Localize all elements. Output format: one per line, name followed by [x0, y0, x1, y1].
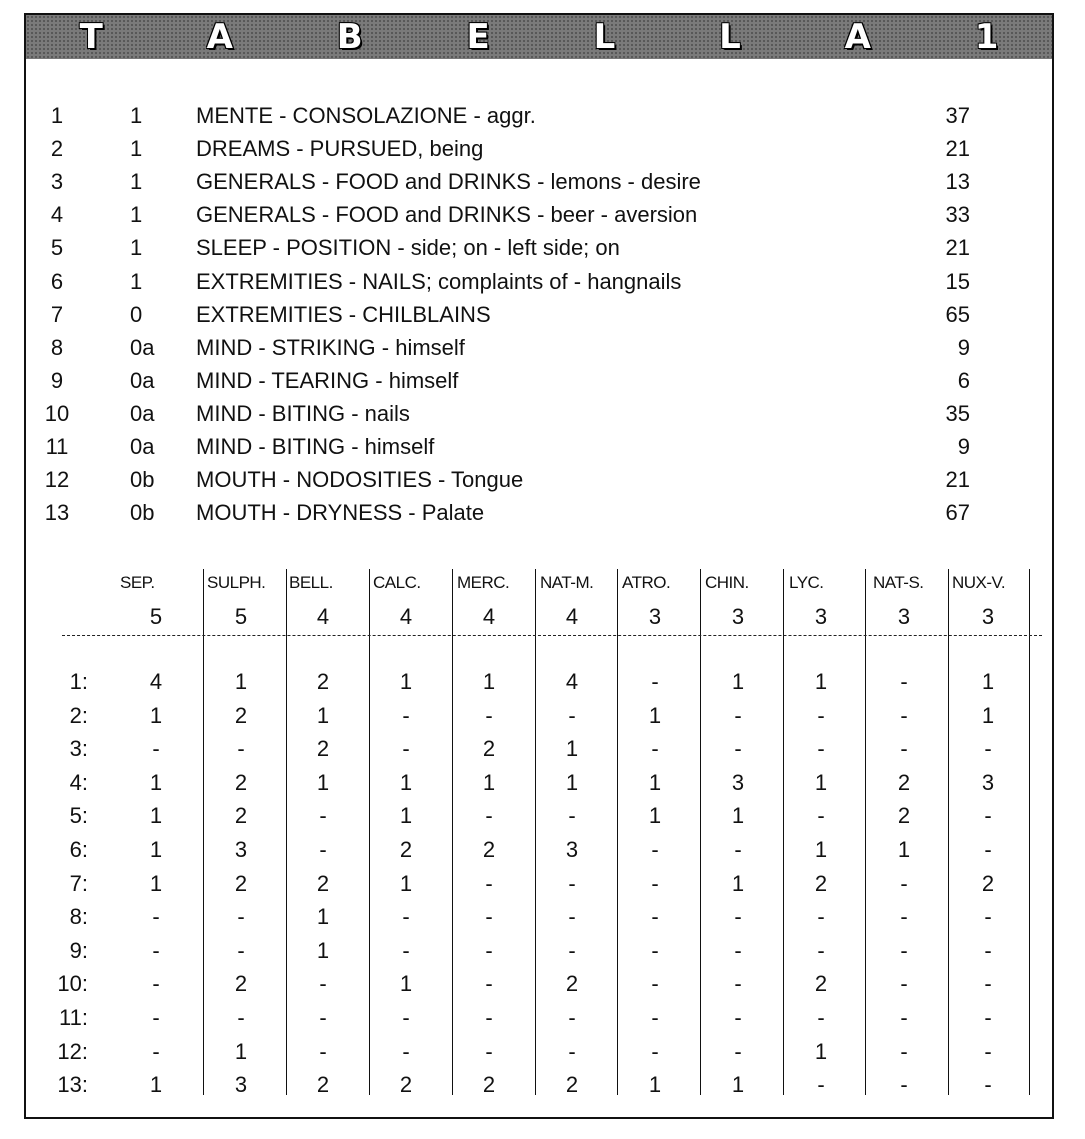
grid-cell: 1: [316, 769, 330, 795]
grid-cell: -: [734, 971, 742, 997]
rubric-text: MIND - BITING - himself: [196, 434, 435, 459]
grid-cell: 1: [234, 669, 248, 694]
grid-row-label: 2:: [69, 702, 88, 728]
grid-cell: 2: [316, 870, 330, 896]
rubric-number: 1: [50, 103, 64, 128]
grid-row: [26, 833, 1052, 866]
rubric-row: [26, 463, 1052, 496]
grid-cell: 1: [399, 803, 413, 829]
grid-cell: -: [402, 736, 410, 762]
grid-row-label: 4:: [69, 769, 88, 795]
grid-cell: 1: [731, 803, 745, 829]
grid-cell: 1: [316, 702, 330, 728]
grid-cell: -: [651, 1005, 659, 1030]
rubric-row: [26, 132, 1052, 165]
grid-cell: -: [900, 937, 908, 963]
rubric-row: [26, 198, 1052, 231]
grid-cell: -: [651, 669, 659, 694]
grid-cell: -: [984, 736, 992, 762]
grid-cell: -: [485, 702, 493, 728]
rubric-number: 6: [50, 268, 64, 294]
table-frame: [24, 13, 1054, 1119]
grid-cell: 1: [897, 837, 911, 862]
grid-cell: -: [152, 1005, 160, 1030]
grid-cell: 1: [981, 702, 995, 728]
remedy-name: LYC.: [789, 573, 824, 592]
grid-cell: -: [402, 1005, 410, 1030]
grid-cell: 2: [316, 736, 330, 762]
grid-cell: -: [817, 803, 825, 829]
remedy-name: ATRO.: [622, 573, 671, 592]
grid-cell: 1: [648, 769, 662, 795]
grid-cell: 2: [234, 769, 248, 795]
grid-cell: 1: [648, 803, 662, 829]
grid-cell: 2: [234, 803, 248, 829]
grid-cell: 1: [234, 1038, 248, 1064]
grid-cell: -: [485, 904, 493, 930]
grid-cell: -: [152, 937, 160, 963]
grid-cell: -: [319, 803, 327, 829]
grid-row: [26, 867, 1052, 900]
grid-cell: -: [485, 937, 493, 963]
grid-row-label: 5:: [69, 803, 88, 829]
grid-cell: 1: [316, 904, 330, 930]
rubric-grade: 1: [130, 202, 143, 228]
rubric-row: [26, 496, 1052, 529]
rubric-text: MIND - BITING - nails: [196, 400, 410, 426]
rubric-count: 9: [957, 334, 970, 360]
rubric-text: EXTREMITIES - CHILBLAINS: [196, 301, 491, 327]
grid-cell: -: [984, 937, 992, 963]
grid-row: [26, 934, 1052, 967]
grid-cell: 2: [399, 1072, 413, 1098]
grid-cell: 2: [565, 1072, 579, 1098]
rubric-count: 67: [945, 500, 970, 526]
remedy-total: 3: [981, 604, 995, 629]
grid-row-label: 7:: [69, 870, 88, 896]
grid-row-label: 13:: [57, 1072, 88, 1098]
grid-cell: -: [485, 870, 493, 896]
rubric-grade: 0b: [130, 500, 155, 526]
grid-cell: 1: [399, 870, 413, 896]
grid-cell: -: [984, 1005, 992, 1030]
rubric-number: 5: [50, 235, 64, 261]
grid-cell: -: [900, 904, 908, 930]
grid-cell: -: [568, 803, 576, 829]
grid-cell: 1: [565, 769, 579, 795]
rubric-number: 12: [44, 467, 70, 493]
remedy-name: CHIN.: [705, 573, 749, 592]
grid-cell: -: [319, 1038, 327, 1064]
grid-cell: -: [817, 736, 825, 762]
grid-cell: -: [651, 736, 659, 762]
grid-row: [26, 799, 1052, 832]
rubric-row: [26, 99, 1052, 132]
rubric-count: 13: [945, 169, 970, 195]
grid-cell: -: [402, 937, 410, 963]
grid-cell: -: [402, 702, 410, 728]
grid-cell: 1: [565, 736, 579, 762]
grid-cell: 3: [981, 769, 995, 795]
grid-cell: 2: [234, 971, 248, 997]
rubric-count: 6: [957, 367, 970, 393]
grid-cell: -: [817, 937, 825, 963]
rubric-number: 2: [50, 136, 64, 162]
rubric-row: [26, 364, 1052, 397]
remedy-name: CALC.: [373, 573, 421, 592]
grid-cell: -: [485, 1038, 493, 1064]
grid-row-label: 3:: [69, 736, 88, 762]
remedy-total: 5: [234, 604, 248, 629]
grid-cell: 2: [565, 971, 579, 997]
rubric-number: 10: [44, 400, 70, 426]
rubric-number: 4: [50, 202, 64, 228]
page-title: T A B E L L A 1: [79, 17, 1045, 57]
grid-row: [26, 665, 1052, 698]
grid-cell: 1: [814, 769, 828, 795]
grid-cell: 1: [149, 803, 163, 829]
rubric-row: [26, 298, 1052, 331]
grid-cell: -: [984, 1072, 992, 1098]
rubric-number: 13: [44, 500, 70, 526]
rubric-grade: 1: [130, 235, 143, 261]
grid-row: [26, 1068, 1052, 1101]
grid-cell: -: [817, 1005, 825, 1030]
grid-cell: -: [817, 1072, 825, 1098]
rubric-grade: 0b: [130, 467, 155, 493]
grid-cell: -: [485, 1005, 493, 1030]
remedy-total: 3: [731, 604, 745, 629]
rubric-number: 11: [45, 434, 69, 459]
remedy-name: SEP.: [120, 573, 155, 592]
grid-cell: 1: [648, 702, 662, 728]
grid-cell: -: [734, 904, 742, 930]
grid-cell: -: [900, 1072, 908, 1098]
grid-cell: -: [900, 1005, 908, 1030]
grid-cell: 1: [399, 769, 413, 795]
grid-cell: -: [734, 736, 742, 762]
rubric-number: 9: [50, 367, 64, 393]
grid-cell: -: [651, 1038, 659, 1064]
grid-cell: 2: [897, 769, 911, 795]
grid-cell: 3: [565, 837, 579, 862]
grid-cell: -: [984, 803, 992, 829]
grid-cell: 1: [814, 669, 828, 694]
rubric-number: 3: [50, 169, 64, 195]
grid-cell: -: [651, 837, 659, 862]
grid-cell: -: [568, 1038, 576, 1064]
grid-cell: 2: [482, 837, 496, 862]
grid-row-label: 6:: [69, 837, 88, 862]
grid-cell: -: [734, 1038, 742, 1064]
grid-cell: 1: [316, 937, 330, 963]
grid-cell: 1: [648, 1072, 662, 1098]
rubric-row: [26, 430, 1052, 463]
remedy-name: BELL.: [289, 573, 333, 592]
grid-cell: 3: [731, 769, 745, 795]
rubric-count: 35: [945, 400, 970, 426]
grid-cell: -: [900, 1038, 908, 1064]
grid-row-label: 11:: [59, 1005, 88, 1030]
grid-cell: -: [319, 1005, 327, 1030]
grid-cell: 4: [565, 669, 579, 694]
grid-row-label: 8:: [69, 904, 88, 930]
grid-cell: -: [651, 870, 659, 896]
title-banner: [26, 15, 1052, 59]
rubric-grade: 0a: [130, 367, 155, 393]
grid-row: [26, 967, 1052, 1000]
grid-row: [26, 732, 1052, 765]
grid-cell: -: [651, 971, 659, 997]
grid-cell: -: [237, 937, 245, 963]
grid-cell: 2: [234, 702, 248, 728]
grid-cell: 1: [731, 669, 745, 694]
grid-cell: 1: [149, 870, 163, 896]
rubric-count: 65: [945, 301, 970, 327]
grid-row: [26, 900, 1052, 933]
rubric-text: SLEEP - POSITION - side; on - left side; on: [196, 235, 620, 261]
rubric-text: MENTE - CONSOLAZIONE - aggr.: [196, 103, 536, 128]
grid-row: [26, 1001, 1052, 1034]
grid-cell: -: [900, 702, 908, 728]
rubric-count: 37: [945, 103, 970, 128]
grid-cell: 1: [149, 702, 163, 728]
grid-cell: -: [152, 1038, 160, 1064]
rubric-row: [26, 397, 1052, 430]
grid-cell: -: [319, 971, 327, 997]
grid-cell: 1: [981, 669, 995, 694]
grid-cell: 4: [149, 669, 163, 694]
grid-cell: 2: [981, 870, 995, 896]
rubric-count: 21: [945, 235, 970, 261]
grid-cell: 1: [814, 1038, 828, 1064]
grid-cell: 2: [482, 1072, 496, 1098]
rubric-count: 15: [945, 268, 970, 294]
grid-cell: 1: [399, 669, 413, 694]
grid-cell: 2: [814, 870, 828, 896]
grid-cell: 2: [399, 837, 413, 862]
remedy-total: 3: [897, 604, 911, 629]
grid-row: [26, 766, 1052, 799]
rubric-grade: 0a: [130, 434, 155, 459]
grid-cell: 2: [482, 736, 496, 762]
grid-cell: 2: [316, 1072, 330, 1098]
grid-cell: -: [152, 904, 160, 930]
remedy-total: 3: [814, 604, 828, 629]
grid-cell: -: [568, 937, 576, 963]
grid-row-label: 12:: [57, 1038, 88, 1064]
grid-cell: -: [568, 904, 576, 930]
grid-cell: 1: [482, 669, 496, 694]
grid-cell: 1: [814, 837, 828, 862]
rubric-row: [26, 265, 1052, 298]
grid-cell: -: [568, 870, 576, 896]
remedy-total: 3: [648, 604, 662, 629]
rubric-text: MIND - TEARING - himself: [196, 367, 459, 393]
remedy-name: MERC.: [457, 573, 510, 592]
rubric-text: MIND - STRIKING - himself: [196, 334, 465, 360]
grid-cell: -: [319, 837, 327, 862]
remedy-name: SULPH.: [207, 573, 266, 592]
rubric-grade: 1: [130, 136, 143, 162]
rubric-number: 7: [50, 301, 64, 327]
rubric-row: [26, 231, 1052, 264]
grid-cell: -: [734, 837, 742, 862]
rubric-text: GENERALS - FOOD and DRINKS - beer - aversion: [196, 202, 698, 228]
grid-cell: -: [152, 971, 160, 997]
rubric-row: [26, 331, 1052, 364]
grid-cell: 1: [482, 769, 496, 795]
grid-cell: -: [734, 937, 742, 963]
rubric-text: MOUTH - DRYNESS - Palate: [196, 500, 485, 526]
rubric-grade: 1: [130, 103, 143, 128]
grid-cell: -: [900, 971, 908, 997]
grid-cell: 1: [731, 870, 745, 896]
rubric-grade: 0a: [130, 400, 155, 426]
grid-cell: 3: [234, 837, 248, 862]
grid-cell: 3: [234, 1072, 248, 1098]
grid-cell: -: [485, 971, 493, 997]
grid-cell: -: [651, 937, 659, 963]
grid-row-label: 1:: [69, 669, 88, 694]
grid-cell: -: [402, 1038, 410, 1064]
rubric-row: [26, 165, 1052, 198]
grid-row-label: 9:: [69, 937, 88, 963]
grid-cell: 2: [234, 870, 248, 896]
grid-cell: -: [568, 702, 576, 728]
rubric-count: 33: [945, 202, 970, 228]
grid-row: [26, 1035, 1052, 1068]
header-divider: [62, 635, 1042, 636]
remedy-name: NAT-M.: [540, 573, 594, 592]
rubric-grade: 1: [130, 169, 143, 195]
rubric-text: DREAMS - PURSUED, being: [196, 136, 484, 162]
grid-cell: 2: [316, 669, 330, 694]
rubric-text: GENERALS - FOOD and DRINKS - lemons - desire: [196, 169, 701, 195]
grid-cell: 1: [731, 1072, 745, 1098]
grid-cell: 2: [814, 971, 828, 997]
grid-cell: 1: [149, 769, 163, 795]
grid-cell: -: [237, 904, 245, 930]
remedy-total: 5: [149, 604, 163, 629]
rubric-text: EXTREMITIES - NAILS; complaints of - hangnails: [196, 268, 682, 294]
grid-cell: -: [984, 1038, 992, 1064]
remedy-total: 4: [565, 604, 579, 629]
grid-cell: -: [900, 870, 908, 896]
grid-cell: -: [900, 736, 908, 762]
remedy-total: 4: [316, 604, 330, 629]
grid-row-label: 10:: [57, 971, 88, 997]
grid-cell: -: [984, 837, 992, 862]
rubric-count: 9: [957, 434, 970, 459]
grid-cell: -: [734, 1005, 742, 1030]
grid-cell: 1: [149, 1072, 163, 1098]
grid-cell: -: [152, 736, 160, 762]
grid-cell: -: [651, 904, 659, 930]
grid-row: [26, 699, 1052, 732]
remedy-total: 4: [482, 604, 496, 629]
grid-cell: -: [237, 1005, 245, 1030]
grid-cell: -: [485, 803, 493, 829]
remedy-total: 4: [399, 604, 413, 629]
grid-cell: -: [237, 736, 245, 762]
rubric-grade: 0a: [130, 334, 155, 360]
grid-cell: -: [984, 904, 992, 930]
grid-cell: -: [900, 669, 908, 694]
rubric-number: 8: [50, 334, 64, 360]
rubric-grade: 0: [130, 301, 143, 327]
rubric-count: 21: [945, 467, 970, 493]
grid-cell: -: [817, 702, 825, 728]
grid-cell: -: [817, 904, 825, 930]
remedy-name: NAT-S.: [873, 573, 924, 592]
rubric-grade: 1: [130, 268, 143, 294]
grid-cell: -: [734, 702, 742, 728]
grid-cell: 1: [399, 971, 413, 997]
grid-cell: -: [402, 904, 410, 930]
remedy-name: NUX-V.: [952, 573, 1006, 592]
grid-cell: 1: [149, 837, 163, 862]
rubric-text: MOUTH - NODOSITIES - Tongue: [196, 467, 524, 493]
grid-cell: -: [568, 1005, 576, 1030]
rubric-count: 21: [945, 136, 970, 162]
grid-cell: 2: [897, 803, 911, 829]
grid-cell: -: [984, 971, 992, 997]
